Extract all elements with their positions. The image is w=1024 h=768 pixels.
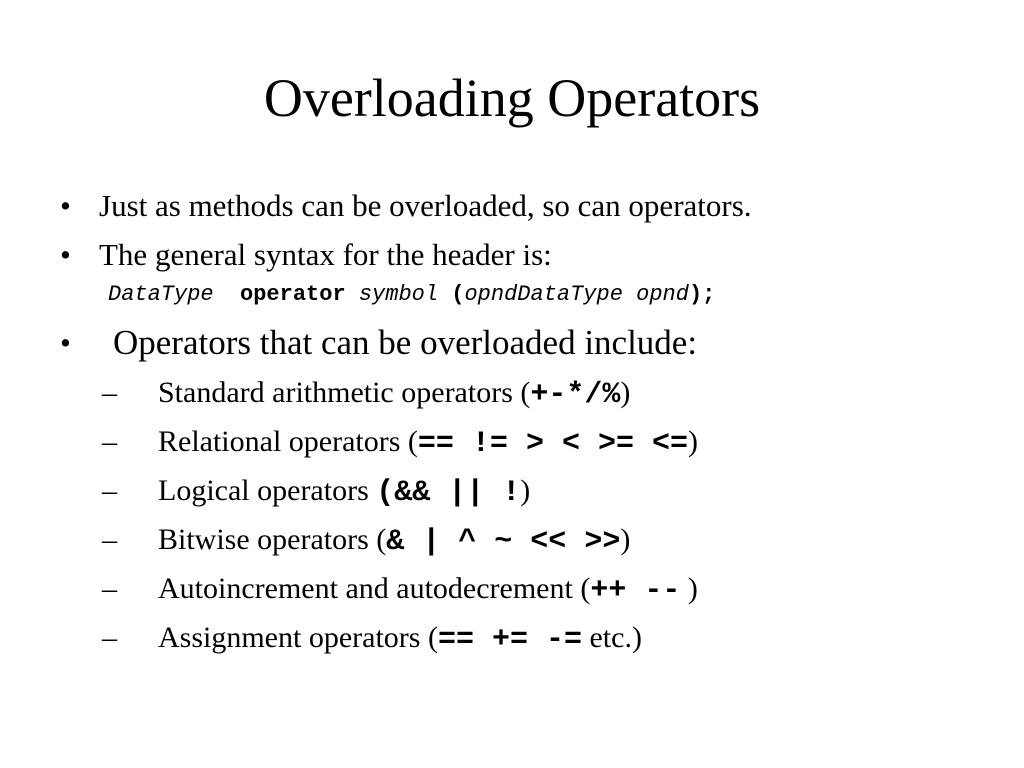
sub-item-suffix: ) <box>620 376 631 409</box>
sub-item-text: Autoincrement and autodecrement ( <box>158 572 591 605</box>
bullet-marker: • <box>60 188 71 223</box>
syntax-open-paren: ( <box>451 282 465 307</box>
sub-item-suffix: ) <box>687 425 698 458</box>
sub-item-code: & | ^ ~ << >> <box>386 525 621 559</box>
syntax-param-type: opndDataType <box>464 282 623 307</box>
sub-item-text: Standard arithmetic operators ( <box>158 376 531 409</box>
syntax-datatype: DataType <box>108 282 214 307</box>
sub-item-text: Assignment operators ( <box>158 621 438 654</box>
syntax-line <box>108 280 715 310</box>
dash-marker: – <box>102 523 117 556</box>
sub-item-code: +-*/% <box>530 378 621 412</box>
sub-item-code: ++ -- <box>590 574 681 608</box>
sub-item-suffix: etc.) <box>581 621 642 654</box>
sub-item-text: Bitwise operators ( <box>158 523 387 556</box>
bullet-text: Just as methods can be overloaded, so can operators. <box>99 188 752 223</box>
syntax-close: ); <box>688 282 716 307</box>
bullet-marker: • <box>60 237 71 272</box>
slide-title: Overloading Operators <box>263 68 761 128</box>
sub-item-code: (&& || ! <box>376 476 521 510</box>
sub-item-code: == != > < >= <= <box>417 427 688 461</box>
dash-marker: – <box>102 376 117 409</box>
sub-item-suffix: ) <box>620 523 631 556</box>
syntax-symbol: symbol <box>358 282 439 307</box>
sub-item-suffix: ) <box>520 474 531 507</box>
sub-item-suffix: ) <box>680 572 698 605</box>
sub-item-text: Logical operators <box>158 474 377 507</box>
sub-item-text: Relational operators ( <box>158 425 418 458</box>
bullet-text: The general syntax for the header is: <box>99 237 552 272</box>
dash-marker: – <box>102 474 117 507</box>
dash-marker: – <box>102 621 117 654</box>
syntax-keyword: operator <box>240 282 346 307</box>
dash-marker: – <box>102 572 117 605</box>
syntax-param-name: opnd <box>636 282 689 307</box>
sub-item-code: == += -= <box>437 623 582 657</box>
bullet-marker: • <box>60 325 71 360</box>
bullet-text: Operators that can be overloaded include: <box>113 323 698 362</box>
dash-marker: – <box>102 425 117 458</box>
